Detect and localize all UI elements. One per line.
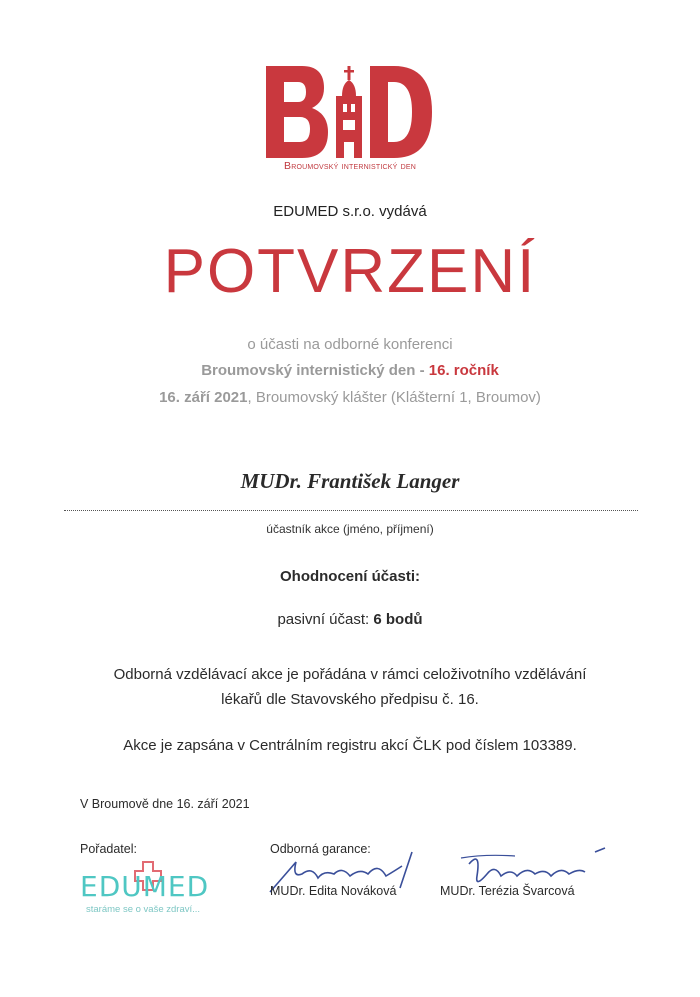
participant-name: MUDr. František Langer (240, 469, 460, 493)
edumed-slogan: staráme se o vaše zdraví... (86, 904, 201, 915)
document-title: POTVRZENÍ (163, 237, 537, 306)
church-tower-icon (336, 66, 362, 158)
guarantee-label: Odborná garance: (270, 842, 371, 856)
evaluation-line (0, 611, 700, 628)
event-place: , Broumovský klášter (Klášterní 1, Broumov) (247, 389, 541, 406)
evaluation-heading: Ohodnocení účasti: (279, 568, 420, 585)
edumed-logo-text: EDUMED (80, 870, 210, 903)
place-date: V Broumově dne 16. září 2021 (80, 797, 250, 811)
issuer-line: EDUMED s.r.o. vydává (273, 203, 427, 220)
registry-text: Akce je zapsána v Centrálním registru akcí ČLK pod číslem 103389. (123, 737, 577, 754)
program-text-line-2: lékařů dle Stavovského předpisu č. 16. (221, 691, 479, 708)
organizer-label: Pořadatel: (80, 842, 137, 856)
date-location-line (0, 389, 700, 406)
evaluation-points: 6 bodů (373, 611, 423, 628)
participant-caption: účastník akce (jméno, příjmení) (266, 522, 434, 536)
conference-line (0, 362, 700, 379)
program-text-line-1: Odborná vzdělávací akce je pořádána v rámci celoživotního vzdělávání (113, 666, 587, 683)
logo-subtitle: Broumovský internistický den (283, 160, 416, 172)
conference-name: Broumovský internistický den - (201, 362, 429, 379)
conference-edition: 16. ročník (428, 362, 499, 379)
dotted-divider (64, 510, 638, 511)
evaluation-label: pasivní účast: (277, 611, 374, 628)
program-text (0, 662, 700, 712)
logo-letter-b (266, 66, 328, 158)
guarantor-name: MUDr. Edita Nováková (270, 884, 397, 898)
logo-letter-d (370, 66, 432, 158)
intro-line: o účasti na odborné konferenci (247, 336, 453, 353)
guarantor-name: MUDr. Terézia Švarcová (440, 884, 575, 898)
event-date: 16. září 2021 (159, 389, 248, 406)
